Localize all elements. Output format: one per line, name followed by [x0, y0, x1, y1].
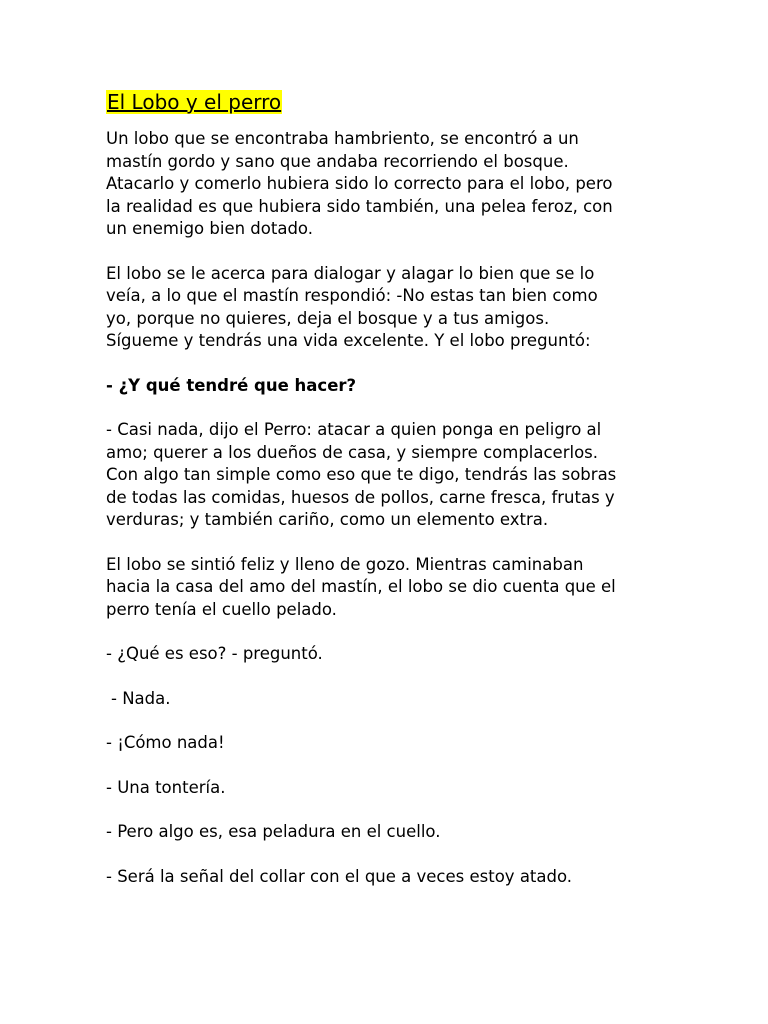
- text-line: yo, porque no quieres, deja el bosque y a tus amigos.: [106, 308, 550, 328]
- document-title: El Lobo y el perro: [107, 90, 282, 114]
- text-line: mastín gordo y sano que andaba recorriendo el bosque.: [106, 151, 569, 171]
- text-line: - ¡Cómo nada!: [106, 733, 225, 752]
- text-line: perro tenía el cuello pelado.: [106, 599, 337, 619]
- text-line: - Pero algo es, esa peladura en el cuello.: [106, 822, 441, 841]
- text-line: - ¿Y qué tendré que hacer?: [106, 375, 357, 395]
- text-line: verduras; y también cariño, como un elemento extra.: [106, 510, 549, 529]
- paragraph-11: [106, 866, 666, 889]
- paragraph-4: [106, 419, 666, 532]
- text-line: - ¿Qué es eso? - preguntó.: [106, 644, 323, 663]
- text-line: amo; querer a los dueños de casa, y siempre complacerlos.: [106, 442, 599, 462]
- paragraph-8: [106, 732, 666, 755]
- text-line: Un lobo que se encontraba hambriento, se encontró a un: [106, 129, 579, 148]
- text-line: - Nada.: [111, 688, 171, 708]
- paragraph-3-question: [106, 375, 666, 398]
- text-line: Atacarlo y comerlo hubiera sido lo correcto para el lobo, pero: [106, 174, 613, 193]
- paragraph-6: [106, 643, 666, 666]
- text-line: El lobo se le acerca para dialogar y alagar lo bien que se lo: [106, 263, 595, 283]
- text-line: hacia la casa del amo del mastín, el lobo se dio cuenta que el: [106, 577, 616, 596]
- text-line: veía, a lo que el mastín respondió: -No estas tan bien como: [106, 286, 598, 305]
- paragraph-5: [106, 554, 666, 622]
- paragraph-9: [106, 777, 666, 800]
- text-line: la realidad es que hubiera sido también, una pelea feroz, con: [106, 196, 613, 216]
- paragraph-1: [106, 128, 666, 241]
- text-line: un enemigo bien dotado.: [106, 219, 313, 238]
- document-page: [106, 90, 666, 910]
- text-line: - Casi nada, dijo el Perro: atacar a quien ponga en peligro al: [106, 420, 602, 439]
- text-line: de todas las comidas, huesos de pollos, carne fresca, frutas y: [106, 487, 615, 507]
- text-line: El lobo se sintió feliz y lleno de gozo. Mientras caminaban: [106, 554, 584, 574]
- paragraph-10: [106, 821, 666, 844]
- paragraph-7: [106, 688, 666, 711]
- paragraph-2: [106, 263, 666, 353]
- text-line: - Será la señal del collar con el que a veces estoy atado.: [106, 866, 573, 886]
- text-line: Con algo tan simple como eso que te digo, tendrás las sobras: [106, 465, 617, 484]
- text-line: Sígueme y tendrás una vida excelente. Y el lobo preguntó:: [106, 331, 591, 350]
- text-line: - Una tontería.: [106, 777, 226, 797]
